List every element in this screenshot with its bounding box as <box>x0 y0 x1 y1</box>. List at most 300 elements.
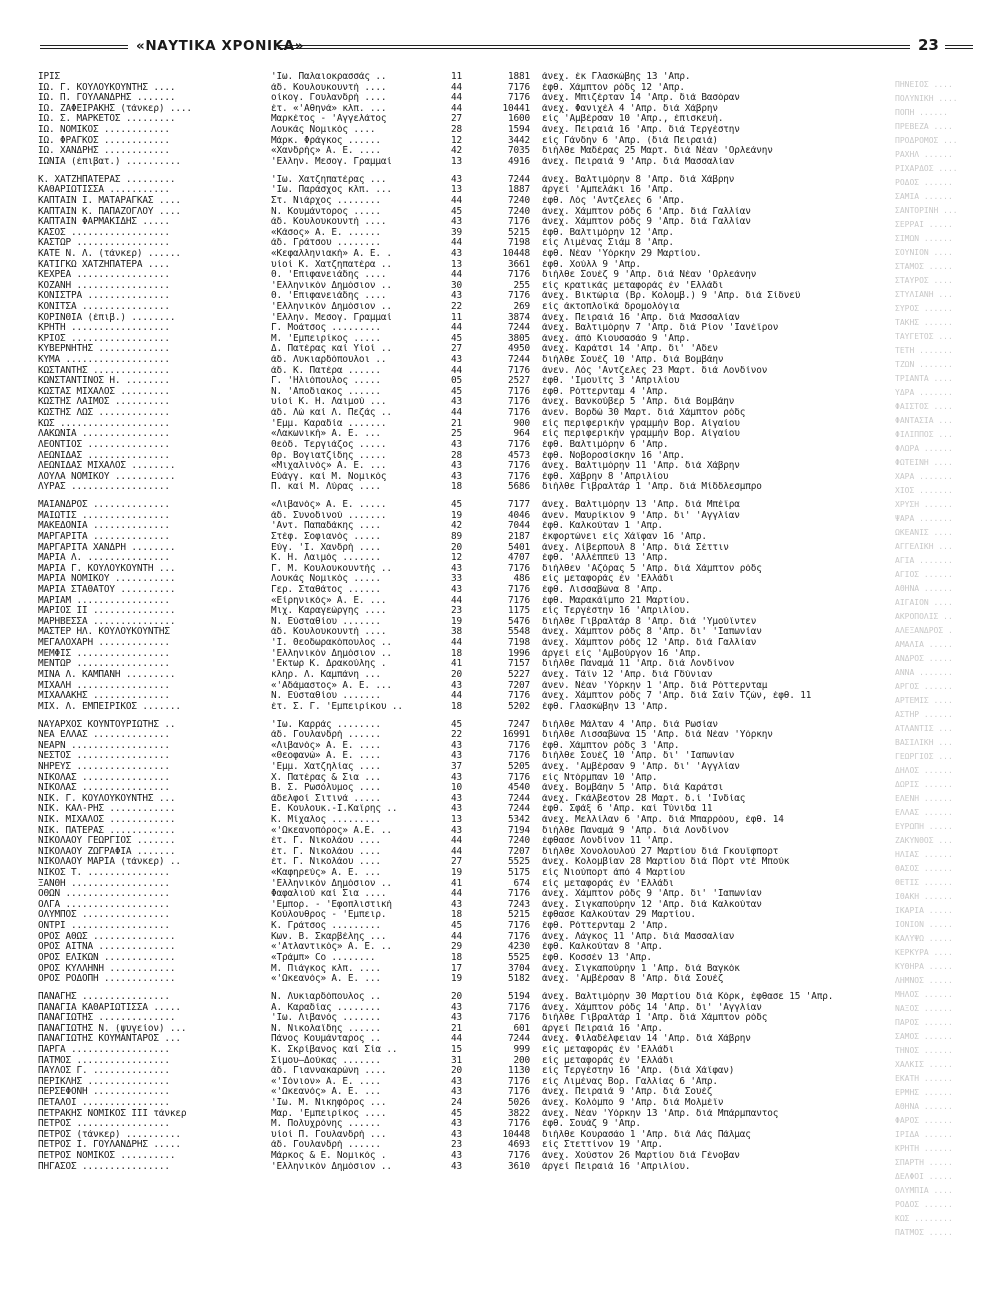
ship-name: ΚΩΝΣΤΑΝΤΙΝΟΣ Η. ........ <box>38 376 170 387</box>
ship-build-year: 43 <box>451 825 462 836</box>
ship-build-year: 27 <box>451 344 462 355</box>
ship-build-year: 44 <box>451 931 462 942</box>
ship-owner: «Λιβανός» Α. Ε. .... <box>271 740 381 751</box>
ship-row <box>38 659 953 670</box>
ship-owner: Εύάγγ. καί Μ. Νομικός <box>271 471 387 482</box>
ship-build-year: 18 <box>451 648 462 659</box>
ship-movement: διήλθε Παναμά 11 'Απρ. διά Λονδίνον <box>542 659 735 670</box>
ship-name: ΜΑΡΙΑΜ ................. <box>38 595 170 606</box>
ship-row <box>38 900 953 911</box>
ship-movement: άνεχ. Σιγκαπούρην 12 'Απρ. διά Καλκούταν <box>542 899 762 910</box>
ship-owner: 'Ελληνικόν Δημόσιον .. <box>271 1161 392 1172</box>
ship-tonnage: 1881 <box>508 72 530 82</box>
ship-movement: άνεχ. Βανκούβερ 5 'Απρ. διά Βομβάην <box>542 397 735 408</box>
ship-owner: 'Ιω. Μ. Νικηφόρος ... <box>271 1098 387 1109</box>
ship-row <box>38 136 953 147</box>
ship-tonnage: 5342 <box>508 815 530 825</box>
ship-row <box>38 953 953 964</box>
ship-row <box>38 291 953 302</box>
ship-name: ΚΑΠΤΑΙΝ Ι. ΜΑΤΑΡΑΓΚΑΣ .... <box>38 195 181 206</box>
ship-name: ΟΛΥΜΠΟΣ ................ <box>38 910 170 921</box>
ship-row <box>38 281 953 292</box>
ship-name: ΠΕΤΡΟΣ (τάνκερ) .......... <box>38 1129 181 1140</box>
ship-row <box>38 387 953 398</box>
ship-owner: 'Ελληνικόν Δημόσιον .. <box>271 280 392 291</box>
ship-movement: άνεχ. Λίβερπουλ 8 'Απρ. διά Σέττιν <box>542 542 729 553</box>
ship-name: ΜΑΡΓΑΡΙΤΑ .............. <box>38 531 170 542</box>
ship-build-year: 89 <box>451 531 462 542</box>
ship-tonnage: 3704 <box>508 963 530 974</box>
ship-name: ΚΡΙΟΣ .................. <box>38 333 170 344</box>
ship-row <box>38 461 953 472</box>
ship-tonnage: 16991 <box>502 730 530 741</box>
ship-build-year: 27 <box>451 114 462 125</box>
ship-movement: έφθασε Λονδίνον 11 'Απρ. <box>542 836 674 847</box>
ship-row <box>38 553 953 564</box>
ship-build-year: 18 <box>451 952 462 963</box>
ship-owner: Εύγ. 'Ι. Χανδρή .... <box>271 542 381 553</box>
ship-build-year: 44 <box>451 1034 462 1045</box>
ship-movement: έφθ. Λισσαβώνα 8 'Απρ. <box>542 585 663 596</box>
ship-build-year: 19 <box>451 616 462 627</box>
ship-build-year: 41 <box>451 659 462 670</box>
ship-name: ΛΕΩΝΙΔΑΣ ............... <box>38 450 170 461</box>
ship-row <box>38 1098 953 1109</box>
ship-owner: 'Εμμ. Καραδία ....... <box>271 418 387 429</box>
ship-tonnage: 7176 <box>508 921 530 932</box>
ship-tonnage: 4916 <box>508 156 530 167</box>
ship-build-year: 44 <box>451 836 462 847</box>
ship-build-year: 43 <box>451 740 462 751</box>
ship-row <box>38 564 953 575</box>
ship-movement: άνεχ. Χούστον 26 Μαρτίου διά Γένοβαν <box>542 1151 740 1162</box>
ship-movement: άνεχ. Λάγκος 11 'Απρ. διά Μασσαλίαν <box>542 931 735 942</box>
ship-owner: 'Ελλην. Μεσογ. Γραμμαί <box>271 312 392 323</box>
ship-name: ΝΗΡΕΥΣ ................. <box>38 761 170 772</box>
page-number: 23 <box>918 36 939 54</box>
ship-name: ΜΑΡΙΑ Γ. ΚΟΥΛΟΥΚΟΥΝΤΗ ... <box>38 563 176 574</box>
ship-build-year: 44 <box>451 889 462 900</box>
ship-build-year: 43 <box>451 1076 462 1087</box>
ship-owner: Κων. Β. Σκαρβέλης ... <box>271 931 387 942</box>
ship-build-year: 45 <box>451 333 462 344</box>
ship-owner: άδ. Γράτσου ........ <box>271 238 381 249</box>
ship-movement: είς Τεργέστην 16 'Απρ. (διά Χάϊφαν) <box>542 1066 735 1077</box>
ship-movement: είς 'Αμβέρσαν 10 'Απρ., έπισκευή. <box>542 114 724 125</box>
ship-name: ΛΕΟΝΤΙΟΣ ............... <box>38 439 170 450</box>
ship-owner: «Καφηρεύς» Α. Ε. ... <box>271 868 381 879</box>
ship-build-year: 43 <box>451 804 462 815</box>
ship-movement: άνεχ. Τάϊν 12 'Απρ. διά Γδύνιαν <box>542 669 713 680</box>
ship-build-year: 44 <box>451 365 462 376</box>
ship-movement: άνεχ. 'Αμβέρσαν 9 'Απρ. δι' 'Αγγλίαν <box>542 761 740 772</box>
ship-tonnage: 7176 <box>508 772 530 783</box>
ship-row <box>38 1056 953 1067</box>
ship-movement: έφθ. Καλκούταν 8 'Απρ. <box>542 942 663 953</box>
ship-row <box>38 992 953 1003</box>
ship-tonnage: 4230 <box>508 942 530 953</box>
ship-build-year: 44 <box>451 691 462 702</box>
ship-row <box>38 408 953 419</box>
ship-owner: Σίμου—Δούκας ....... <box>271 1055 381 1066</box>
ship-name: ΝΙΚ. ΠΑΤΕΡΑΣ ............ <box>38 825 176 836</box>
ship-build-year: 12 <box>451 553 462 564</box>
ship-tonnage: 3874 <box>508 312 530 323</box>
ship-owner: 'Ελλην. Μεσογ. Γραμμαί <box>271 156 392 167</box>
ship-owner: Χ. Πατέρας & Σια ... <box>271 772 381 783</box>
ship-movement: έφθ. Χούλλ 9 'Απρ. <box>542 259 641 270</box>
ship-movement: άνεχ. Πειραιά 9 'Απρ. διά Σουέζ <box>542 1087 713 1098</box>
ship-owner: Μ. Πολυχρόνης ...... <box>271 1119 381 1130</box>
ship-name: ΝΙΚ. ΜΙΧΑΛΟΣ ............ <box>38 815 176 825</box>
ship-owner: Γ. 'Ηλιόπουλος ..... <box>271 376 381 387</box>
ship-build-year: 20 <box>451 669 462 680</box>
ship-build-year: 43 <box>451 563 462 574</box>
ship-row <box>38 720 953 731</box>
ship-name: ΜΕΜΦΙΣ ................. <box>38 648 170 659</box>
ship-tonnage: 1594 <box>508 125 530 136</box>
ship-name: ΚΑΠΤΑΙΝ Κ. ΠΑΠΑΖΟΓΛΟΥ .... <box>38 206 181 217</box>
ship-owner: Ν. 'Αποδιακος ...... <box>271 386 381 397</box>
ship-movement: άνεν. Βορδώ 30 Μαρτ. διά Χάμπτον ρόδς <box>542 408 746 419</box>
ship-row <box>38 334 953 345</box>
ship-movement: άνεχ. Μελλίλαν 6 'Απρ. διά Μπαρρόου, έφθ. 14 <box>542 815 784 825</box>
ship-row <box>38 419 953 430</box>
ship-movement: έφθ. Σφάξ 6 'Απρ. καί Τύνιδα 11 <box>542 804 713 815</box>
ship-movement: έφθ. 'Αλλέππεϋ 13 'Απρ. <box>542 553 669 564</box>
ship-owner: Μάρκ. Φράγκος ...... <box>271 135 381 146</box>
ship-movement: άνεχ. Βαλτιμόρην 13 'Απρ. διά Μπέϊρα <box>542 500 740 511</box>
ship-name: ΙΩ. ΝΟΜΙΚΟΣ ............ <box>38 125 170 136</box>
ship-tonnage: 7176 <box>508 1119 530 1130</box>
ship-group <box>38 175 953 493</box>
ship-movement: άνεχ. Χάμπτον ρόδς 7 'Απρ. διά Σαίν Τζών, έφθ. 11 <box>542 691 812 702</box>
ship-owner: κληρ. Λ. Καμπάνη ... <box>271 669 381 680</box>
ship-tonnage: 7176 <box>508 291 530 302</box>
ship-row <box>38 627 953 638</box>
ship-row <box>38 606 953 617</box>
ship-tonnage: 900 <box>513 418 530 429</box>
ship-row <box>38 638 953 649</box>
ship-tonnage: 4573 <box>508 450 530 461</box>
ship-build-year: 45 <box>451 719 462 730</box>
ship-owner: Δ. Πατέρας καί Υίοί .. <box>271 344 392 355</box>
ship-build-year: 44 <box>451 103 462 114</box>
ship-tonnage: 5215 <box>508 910 530 921</box>
ship-movement: άνεχ. Καράτσι 14 'Απρ. δι' 'Αδεν <box>542 344 718 355</box>
ship-tonnage: 7176 <box>508 1076 530 1087</box>
ship-row <box>38 942 953 953</box>
ship-movement: έφθ. Βαλτιμόρην 12 'Απρ. <box>542 227 674 238</box>
ship-movement: διήλθε Σουέζ 10 'Απρ. δι' 'Ιαπωνίαν <box>542 751 735 762</box>
ship-owner: υίοί Π. Γουλανδρή ... <box>271 1129 387 1140</box>
ship-name: ΚΥΒΕΡΝΗΤΗΣ ............. <box>38 344 170 355</box>
ship-tonnage: 5205 <box>508 761 530 772</box>
ship-movement: άνεχ. Χάμπτον ρόδς 9 'Απρ. διά Γαλλίαν <box>542 217 751 228</box>
ship-name: ΙΩ. ΧΑΝΔΡΗΣ ............ <box>38 146 170 157</box>
ship-owner: Μάρκος & Ε. Νομικός . <box>271 1151 387 1162</box>
ship-build-year: 33 <box>451 574 462 585</box>
ship-movement: έφθ. Κοσσέν 13 'Απρ. <box>542 952 652 963</box>
ship-tonnage: 7244 <box>508 1034 530 1045</box>
ship-movement: έφθ. Γλασκώβην 13 'Απρ. <box>542 701 669 712</box>
ship-name: ΠΕΡΣΕΦΟΝΗ .............. <box>38 1087 170 1098</box>
ship-build-year: 13 <box>451 259 462 270</box>
ship-movement: έφθ. Σουάζ 9 'Απρ. <box>542 1119 641 1130</box>
ship-build-year: 43 <box>451 680 462 691</box>
ship-row <box>38 741 953 752</box>
ship-tonnage: 4707 <box>508 553 530 564</box>
ship-movement: άνεχ. έκ Γλασκώβης 13 'Απρ. <box>542 72 691 82</box>
ship-build-year: 43 <box>451 1151 462 1162</box>
ship-build-year: 43 <box>451 1002 462 1013</box>
ship-movement: άνεχ. Κολόμπο 9 'Απρ. διά Μολμέϊν <box>542 1098 724 1109</box>
ship-tonnage: 1175 <box>508 606 530 617</box>
ship-build-year: 44 <box>451 238 462 249</box>
ship-build-year: 44 <box>451 195 462 206</box>
ship-name: ΟΛΓΑ ................... <box>38 899 170 910</box>
ship-build-year: 43 <box>451 1129 462 1140</box>
ship-row <box>38 238 953 249</box>
ship-name: ΠΕΤΡΟΣ ΝΟΜΙΚΟΣ .......... <box>38 1151 176 1162</box>
ship-owner: άδ. Κουλουκουντή .... <box>271 82 387 93</box>
ship-build-year: 23 <box>451 606 462 617</box>
ship-row <box>38 910 953 921</box>
ship-row <box>38 1130 953 1141</box>
ship-owner: έτ. Γ. Νικολάου .... <box>271 836 381 847</box>
ship-owner: Μ. 'Εμπειρίκος ..... <box>271 333 381 344</box>
ship-name: ΠΕΤΑΛΟΙ ................ <box>38 1098 170 1109</box>
ship-name: ΠΕΤΡΟΣ ................. <box>38 1119 170 1130</box>
ship-tonnage: 5548 <box>508 627 530 638</box>
ship-name: ΠΑΤΜΟΣ ................. <box>38 1055 170 1066</box>
ship-build-year: 44 <box>451 270 462 281</box>
ship-name: Κ. ΧΑΤΖΗΠΑΤΕΡΑΣ ......... <box>38 174 176 185</box>
ship-owner: «'Ατλαντικός» Α. Ε. .. <box>271 942 392 953</box>
ship-owner: Φαφαλιού καί Σια .... <box>271 889 387 900</box>
ship-build-year: 43 <box>451 1087 462 1098</box>
ship-row <box>38 751 953 762</box>
ship-build-year: 43 <box>451 217 462 228</box>
ship-name: ΚΩΣΤΑΝΤΗΣ .............. <box>38 365 170 376</box>
ship-build-year: 43 <box>451 471 462 482</box>
ship-name: ΟΡΟΣ ΚΥΛΛΗΝΗ ............ <box>38 963 176 974</box>
ship-name: ΝΙΚΟΛΑΣ ................ <box>38 783 170 794</box>
ship-build-year: 43 <box>451 751 462 762</box>
ship-row <box>38 879 953 890</box>
ship-movement: άνεχ. Βαλτιμόρην 8 'Απρ. διά Χάβρην <box>542 174 735 185</box>
ship-movement: είς μεταφοράς έν 'Ελλάδι <box>542 1044 674 1055</box>
ship-movement: έφθ. Βαλτιμόρην 6 'Απρ. <box>542 439 669 450</box>
ship-tonnage: 269 <box>513 301 530 312</box>
ship-build-year: 45 <box>451 921 462 932</box>
ship-tonnage: 7247 <box>508 719 530 730</box>
ship-build-year: 11 <box>451 72 462 82</box>
ship-owner: «'Ιόνιον» Α. Ε. .... <box>271 1076 381 1087</box>
ship-tonnage: 5202 <box>508 701 530 712</box>
ship-build-year: 31 <box>451 1055 462 1066</box>
ship-owner: Γερ. Σταθάτος ...... <box>271 585 381 596</box>
ship-name: ΚΕΧΡΕΑ ................. <box>38 270 170 281</box>
ship-name: ΜΕΝΤΩΡ ................. <box>38 659 170 670</box>
ship-row <box>38 397 953 408</box>
ship-tonnage: 7198 <box>508 238 530 249</box>
ship-build-year: 17 <box>451 963 462 974</box>
ship-row <box>38 157 953 168</box>
ship-build-year: 45 <box>451 500 462 511</box>
ship-name: ΠΑΝΑΓΙΩΤΗΣ ΚΟΥΜΑΝΤΑΡΟΣ ... <box>38 1034 181 1045</box>
ship-build-year: 43 <box>451 793 462 804</box>
ship-row <box>38 302 953 313</box>
ship-tonnage: 5686 <box>508 482 530 493</box>
ship-movement: έφθ. Καλκούταν 1 'Απρ. <box>542 521 663 532</box>
ship-owner: Ν. Κουμάντορος ..... <box>271 206 381 217</box>
ship-owner: 'Εκτωρ Κ. Δρακούλης . <box>271 659 387 670</box>
ship-build-year: 43 <box>451 772 462 783</box>
bleed-through-text: ΠΗΝΕΙΟΣ .... ΠΟΛΥΝΙΚΗ .... ΠΟΠΗ ...... ΠΡΕΒΕΖΑ .... ΠΡΟΔΡΟΜΟΣ ... ΡΑΧΗΛ ...... ΡΙΧΑΡΔΟΣ .... ΡΟΔΟΣ ...... ΣΑΜΙΑ ...... ΣΑΝΤΟΡΙΝΗ ... ΣΕΡΡΑΙ ..... ΣΙΜΩΝ ...... ΣΟΥΝΙΟΝ .... ΣΤΑΜΟΣ ..... ΣΤΑΥΡΟΣ .... ΣΤΥΛΙΑΝΗ ... ΣΥΡΟΣ ...... ΤΑΚΗΣ ...... ΤΑΥΓΕΤΟΣ ... ΤΕΤΗ ....... ΤΖΩΝ ....... ΤΡΙΑΝΤΑ .... ΥΔΡΑ ....... ΦΑΙΣΤΟΣ .... ΦΑΝΤΑΣΙΑ ... ΦΙΛΙΠΠΟΣ ... ΦΛΩΡΑ ...... ΦΩΤΕΙΝΗ .... ΧΑΡΑ ....... ΧΙΟΣ ....... ΧΡΥΣΗ ...... ΨΑΡΑ ....... ΩΚΕΑΝΙΣ .... ΑΓΓΕΛΙΚΗ ... ΑΓΙΑ ....... ΑΓΙΟΣ ...... ΑΘΗΝΑ ...... ΑΙΓΑΙΟΝ .... ΑΚΡΟΠΟΛΙΣ .. ΑΛΕΞΑΝΔΡΟΣ . ΑΜΑΛΙΑ ..... ΑΝΔΡΟΣ ..... ΑΝΝΑ ....... ΑΡΓΟΣ ...... ΑΡΤΕΜΙΣ .... ΑΣΤΗΡ ...... ΑΤΛΑΝΤΙΣ ... ΒΑΣΙΛΙΚΗ ... ΓΕΩΡΓΙΟΣ ... ΔΗΛΟΣ ...... ΔΩΡΙΣ ...... ΕΛΕΝΗ ...... ΕΛΛΑΣ ...... ΕΥΡΩΠΗ ..... ΖΑΚΥΝΘΟΣ ... ΗΛΙΑΣ ...... ΘΑΣΟΣ ...... ΘΕΤΙΣ ...... ΙΘΑΚΗ ...... ΙΚΑΡΙΑ ..... ΙΟΝΙΟΝ ..... ΚΑΛΥΨΩ ..... ΚΕΡΚΥΡΑ .... ΚΥΘΗΡΑ ..... ΛΗΜΝΟΣ ..... ΜΗΛΟΣ ...... ΝΑΞΟΣ ...... ΠΑΡΟΣ ...... ΣΑΜΟΣ ...... ΤΗΝΟΣ ...... ΧΑΛΚΙΣ ..... ΕΚΑΤΗ ...... ΕΡΜΗΣ ...... ΑΘΗΝΑ ...... ΦΑΡΟΣ ...... ΙΡΙΔΑ ...... ΚΡΗΤΗ ...... ΣΠΑΡΤΗ ..... ΔΕΛΦΟΙ ..... ΟΛΥΜΠΙΑ .... ΡΟΔΟΣ ...... ΚΩΣ ........ ΠΑΤΜΟΣ ..... <box>895 80 958 1237</box>
ship-build-year: 43 <box>451 248 462 259</box>
ship-tonnage: 1130 <box>508 1066 530 1077</box>
ship-tonnage: 7240 <box>508 206 530 217</box>
ship-row <box>38 521 953 532</box>
ship-movement: είς μεταφοράς έν 'Ελλάδι <box>542 574 674 585</box>
ship-movement: άνεχ. Φανιχέλ 4 'Απρ. διά Χάβρην <box>542 103 718 114</box>
ship-name: ΝΕΑ ΕΛΛΑΣ .............. <box>38 730 170 741</box>
ship-name: ΝΙΚΟΛΑΟΥ ΜΑΡΙΑ (τάνκερ) .. <box>38 857 181 868</box>
ship-build-year: 43 <box>451 174 462 185</box>
ship-owner: Στέφ. Σοφιανός ..... <box>271 531 381 542</box>
ship-owner: Μαρ. 'Εμπειρίκος .... <box>271 1108 387 1119</box>
ship-tonnage: 7176 <box>508 461 530 472</box>
ship-row <box>38 783 953 794</box>
ship-owner: Β. Σ. Ρωσόλυμος .... <box>271 783 381 794</box>
ship-tonnage: 7176 <box>508 931 530 942</box>
ship-movement: άργεί 'Αμπελάκι 16 'Απρ. <box>542 185 674 196</box>
ship-tonnage: 7176 <box>508 82 530 93</box>
ship-name: ΟΡΟΣ ΑΙΤΝΑ .............. <box>38 942 176 953</box>
ship-owner: 'Εμμ. Χατζηλίας .... <box>271 761 381 772</box>
ship-name: ΚΑΠΤΑΙΝ ΦΑΡΜΑΚΙΔΗΣ ..... <box>38 217 170 228</box>
ship-tonnage: 200 <box>513 1055 530 1066</box>
ship-name: ΠΑΝΑΓΙΩΤΗΣ Ν. (ψυγείον) ... <box>38 1023 187 1034</box>
ship-movement: είς Τεργέστην 16 'Απριλίου. <box>542 606 691 617</box>
header-rule-left <box>40 45 128 49</box>
ship-tonnage: 7198 <box>508 638 530 649</box>
ship-movement: άνεχ. Πειραιά 9 'Απρ. διά Μασσαλίαν <box>542 156 735 167</box>
ship-movement: άνεχ. Χάμπτον ρόδς 12 'Απρ. διά Γαλλίαν <box>542 638 757 649</box>
ship-owner: Γ. Μ. Κουλουκουντής .. <box>271 563 392 574</box>
ship-owner: Ν. Εύσταθίου ....... <box>271 616 381 627</box>
ship-tonnage: 7176 <box>508 365 530 376</box>
ship-tonnage: 999 <box>513 1044 530 1055</box>
ship-build-year: 43 <box>451 585 462 596</box>
ship-row <box>38 1003 953 1014</box>
ship-movement: άνεχ. Χάμπτον ρόδς 6 'Απρ. διά Γαλλίαν <box>542 206 751 217</box>
ship-tonnage: 964 <box>513 429 530 440</box>
ship-owner: Θεόδ. Τεργιάζος ..... <box>271 439 387 450</box>
ship-tonnage: 5175 <box>508 868 530 879</box>
ship-row <box>38 617 953 628</box>
ship-movement: έκφορτώνει είς Χάϊφαν 16 'Απρ. <box>542 531 707 542</box>
ship-tonnage: 7176 <box>508 751 530 762</box>
ship-name: ΚΑΣΤΩΡ ................. <box>38 238 170 249</box>
ship-name: ΚΩΣ .................... <box>38 418 170 429</box>
ship-tonnage: 7240 <box>508 836 530 847</box>
ship-build-year: 30 <box>451 280 462 291</box>
ship-tonnage: 7176 <box>508 408 530 419</box>
ship-row <box>38 762 953 773</box>
ship-build-year: 18 <box>451 910 462 921</box>
ship-owner: «'Ωκεανοπόρος» Α.Ε. .. <box>271 825 392 836</box>
ship-name: ΟΡΟΣ ΑΘΩΣ ............... <box>38 931 176 942</box>
ship-row <box>38 1119 953 1130</box>
ship-build-year: 41 <box>451 878 462 889</box>
ship-build-year: 25 <box>451 429 462 440</box>
ship-tonnage: 7044 <box>508 521 530 532</box>
ship-build-year: 43 <box>451 397 462 408</box>
ship-tonnage: 7176 <box>508 386 530 397</box>
ship-tonnage: 5215 <box>508 227 530 238</box>
ship-tonnage: 7207 <box>508 680 530 691</box>
ship-movement: έφθ. Ρόττερνταμ 4 'Απρ. <box>542 386 669 397</box>
ship-tonnage: 5026 <box>508 1098 530 1109</box>
ship-row <box>38 207 953 218</box>
ship-name: ΙΡΙΣ <box>38 72 60 82</box>
ship-movement: διήλθε Μάλταν 4 'Απρ. διά Ρωσίαν <box>542 719 718 730</box>
ship-name: ΚΑΘΑΡΙΩΤΙΣΣΑ ........... <box>38 185 170 196</box>
ship-tonnage: 7157 <box>508 659 530 670</box>
ship-movement: διήλθε Μαδέρας 25 Μαρτ. διά Νέαν 'Ορλεάνην <box>542 146 773 157</box>
ship-owner: άδ. Κουλουκουντή .... <box>271 627 387 638</box>
ship-tonnage: 7240 <box>508 195 530 206</box>
ship-row <box>38 217 953 228</box>
ship-build-year: 20 <box>451 542 462 553</box>
ship-tonnage: 7243 <box>508 899 530 910</box>
ship-tonnage: 10448 <box>502 248 530 259</box>
ship-owner: υίοί Κ. Η. Λαιμού ... <box>271 397 387 408</box>
ship-owner: άδελφοί Σιτινά ..... <box>271 793 381 804</box>
ship-row <box>38 260 953 271</box>
ship-tonnage: 4693 <box>508 1140 530 1151</box>
ship-name: ΜΑΣΤΕΡ ΗΛ. ΚΟΥΛΟΥΚΟΥΝΤΗΣ <box>38 627 170 638</box>
ship-owner: 'Ι. Θεοδωρακόπουλος .. <box>271 638 392 649</box>
ship-name: ΜΑΡΓΑΡΙΤΑ ΧΑΝΔΡΗ ........ <box>38 542 176 553</box>
ship-tonnage: 7244 <box>508 355 530 366</box>
ship-movement: άνεχ. Φιλαδέλφειαν 14 'Απρ. διά Χάβρην <box>542 1034 751 1045</box>
ship-movement: άργεί Πειραιά 16 'Απρ. <box>542 1023 663 1034</box>
ship-owner: «Χανδρής» Α. Ε. .... <box>271 146 381 157</box>
ship-row <box>38 249 953 260</box>
ship-build-year: 22 <box>451 730 462 741</box>
ship-row <box>38 815 953 826</box>
ship-build-year: 44 <box>451 595 462 606</box>
ship-tonnage: 7176 <box>508 1002 530 1013</box>
ship-movement: άνεχ. Νέαν 'Υόρκην 13 'Απρ. διά Μπάρμπαντος <box>542 1108 779 1119</box>
ship-build-year: 45 <box>451 1108 462 1119</box>
ship-owner: άδ. Γουλανδρή ...... <box>271 730 381 741</box>
ship-name: ΜΑΚΕΔΟΝΙΑ .............. <box>38 521 170 532</box>
ship-name: ΜΙΧΑΛΗ ................. <box>38 680 170 691</box>
ship-build-year: 23 <box>451 1140 462 1151</box>
ship-row <box>38 104 953 115</box>
ship-tonnage: 7176 <box>508 1087 530 1098</box>
ship-name: ΠΕΤΡΑΚΗΣ ΝΟΜΙΚΟΣ ΙΙΙ τάνκερ <box>38 1108 187 1119</box>
ship-tonnage: 3805 <box>508 333 530 344</box>
ship-row <box>38 1087 953 1098</box>
ship-build-year: 43 <box>451 1013 462 1024</box>
ship-row <box>38 889 953 900</box>
ship-row <box>38 543 953 554</box>
